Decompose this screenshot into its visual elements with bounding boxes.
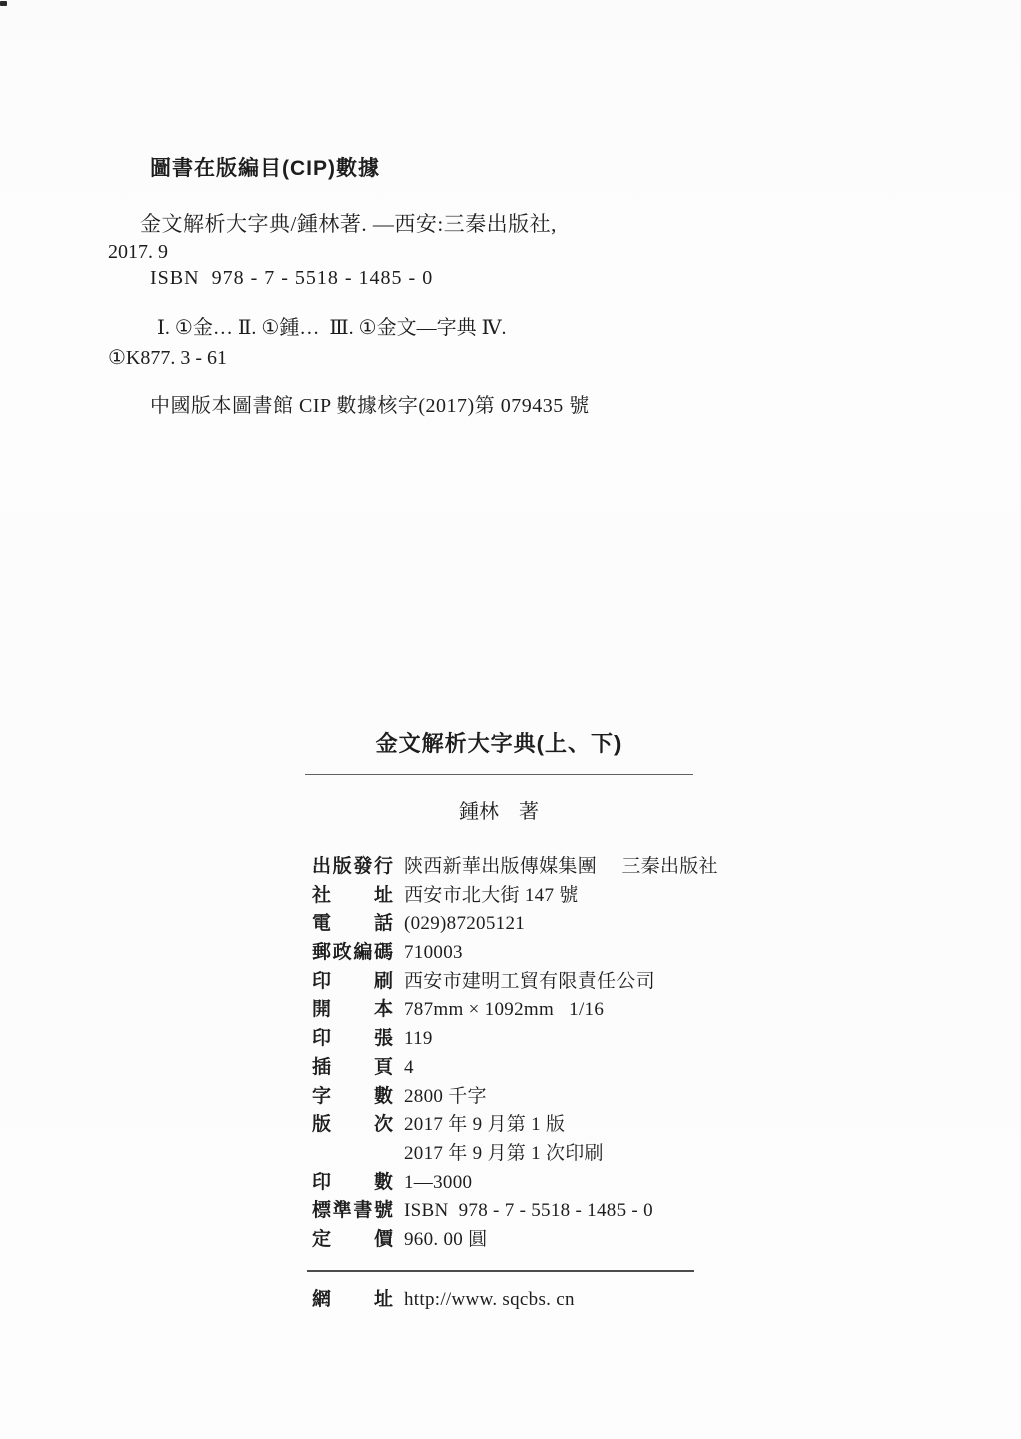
row-value: 4 (404, 1056, 414, 1078)
colophon-row-printrun (312, 1167, 718, 1196)
footer-divider (307, 1270, 694, 1272)
row-value: 西安市建明工貿有限責任公司 (404, 970, 655, 992)
row-label: 印張 (312, 1028, 393, 1050)
cip-year: 2017. 9 (108, 241, 168, 263)
colophon-row-sheets (312, 1023, 718, 1052)
row-label: 版次 (312, 1114, 393, 1136)
colophon-row-inserts (312, 1052, 718, 1081)
row-label: 電話 (312, 913, 393, 935)
row-value: 710003 (404, 942, 463, 964)
colophon-row-publisher (312, 851, 718, 880)
row-value: 2017 年 9 月第 1 次印刷 (404, 1142, 604, 1164)
book-title: 金文解析大字典(上、下) (375, 731, 623, 756)
cip-classification-line1: Ⅰ. ①金… Ⅱ. ①鍾… Ⅲ. ①金文—字典 Ⅳ. (157, 317, 507, 339)
colophon-row-postcode (312, 937, 718, 966)
row-value: 1—3000 (404, 1171, 473, 1193)
row-label: 標準書號 (312, 1200, 393, 1222)
row-value: ISBN 978 - 7 - 5518 - 1485 - 0 (404, 1200, 653, 1222)
row-value: (029)87205121 (404, 913, 526, 935)
cip-record-number: 中國版本圖書館 CIP 數據核字(2017)第 079435 號 (150, 395, 590, 417)
colophon-table (312, 851, 718, 1253)
colophon-row-address (312, 880, 718, 909)
row-label: 插頁 (312, 1056, 393, 1078)
colophon-row-isbn (312, 1195, 718, 1224)
row-value: 119 (404, 1028, 433, 1050)
cip-isbn: ISBN 978 - 7 - 5518 - 1485 - 0 (150, 267, 434, 289)
row-label: 出版發行 (312, 856, 393, 877)
row-label: 字數 (312, 1085, 393, 1107)
row-value: 787mm × 1092mm 1/16 (404, 999, 605, 1021)
colophon-row-format (312, 994, 718, 1023)
website-row (312, 1284, 575, 1313)
row-value: 2800 千字 (404, 1085, 487, 1107)
colophon-row-edition (312, 1109, 718, 1138)
row-value: 2017 年 9 月第 1 版 (404, 1114, 566, 1136)
row-label: 開本 (312, 999, 393, 1021)
colophon-row-printer (312, 966, 718, 995)
row-label: 網址 (312, 1289, 393, 1310)
row-label: 郵政編碼 (312, 942, 393, 964)
book-author: 鍾林 著 (459, 801, 539, 823)
row-value: 960. 00 圓 (404, 1228, 488, 1250)
row-label: 印刷 (312, 970, 393, 992)
colophon-row-wordcount (312, 1081, 718, 1110)
row-label: 印數 (312, 1171, 393, 1193)
website-url: http://www. sqcbs. cn (404, 1289, 575, 1310)
cip-catalog-line: 金文解析大字典/鍾林著. —西安:三秦出版社, (140, 212, 557, 236)
row-label: 社址 (312, 884, 393, 906)
row-label: 定價 (312, 1228, 393, 1250)
scan-artifact-speck (0, 1, 7, 6)
cip-classification-line2: ①K877. 3 - 61 (108, 347, 228, 369)
row-value: 西安市北大街 147 號 (404, 884, 579, 906)
title-divider (305, 774, 693, 775)
colophon-row-website (312, 1284, 575, 1313)
row-value: 陝西新華出版傳媒集團 三秦出版社 (404, 856, 718, 877)
colophon-row-phone (312, 908, 718, 937)
colophon-row-price (312, 1224, 718, 1253)
cip-header: 圖書在版編目(CIP)數據 (150, 157, 380, 180)
colophon-row-edition-cont (312, 1138, 718, 1167)
